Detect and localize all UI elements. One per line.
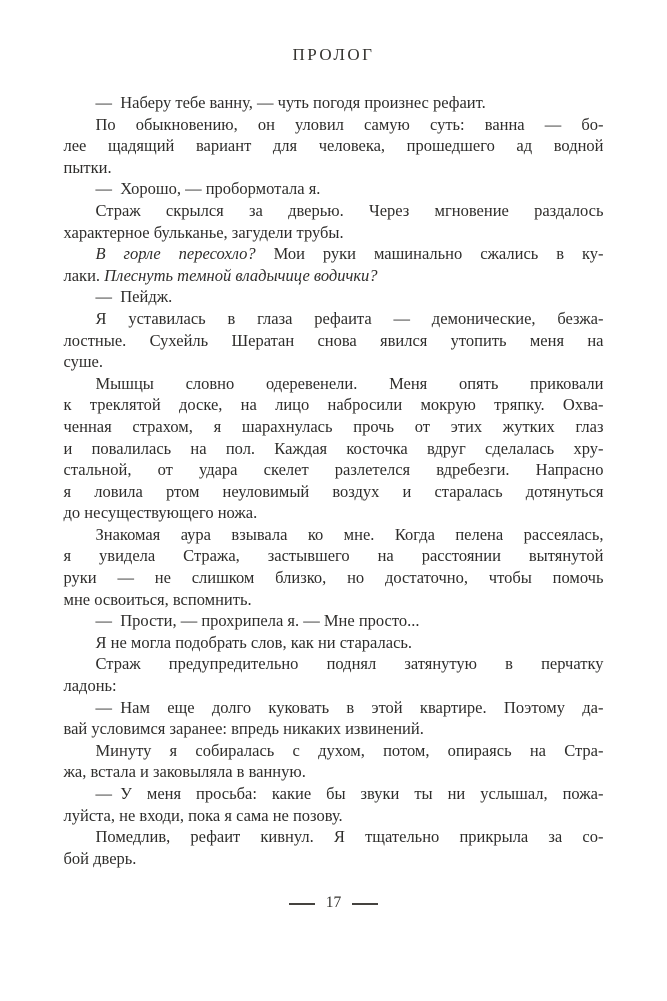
text-line <box>64 524 604 546</box>
page-number: 17 <box>325 894 342 912</box>
text-segment: лаки. <box>63 265 105 285</box>
text-line <box>64 675 604 697</box>
text-line <box>64 718 604 740</box>
text-line <box>64 243 604 265</box>
text-segment: — Пейдж. <box>95 287 173 307</box>
text-line <box>64 783 604 805</box>
text-segment: Я не могла подобрать слов, как ни старалась. <box>95 632 413 652</box>
page-text <box>64 92 604 869</box>
text-line <box>64 438 604 460</box>
text-segment: Минуту я собиралась с духом, потом, опираясь на Стра- <box>95 740 604 760</box>
text-line <box>64 589 604 611</box>
text-line <box>64 114 604 136</box>
text-line <box>64 416 604 438</box>
footer-ornament-left <box>289 903 315 905</box>
text-line <box>64 740 604 762</box>
text-line <box>64 545 604 567</box>
text-segment: Помедлив, рефаит кивнул. Я тщательно прикрыла за со- <box>95 827 604 847</box>
text-line <box>64 178 604 200</box>
text-segment: Страж скрылся за дверью. Через мгновение раздалось <box>95 200 604 220</box>
text-segment: я увидела Стража, застывшего на расстоянии вытянутой <box>63 546 604 566</box>
text-segment: лостные. Сухейль Шератан снова явился утопить меня на <box>63 330 604 350</box>
text-segment: Страж предупредительно поднял затянутую в перчатку <box>95 654 604 674</box>
text-segment: Мои руки машинально сжались в ку- <box>255 244 604 264</box>
text-line <box>64 567 604 589</box>
text-segment: — У меня просьба: какие бы звуки ты ни услышал, пожа- <box>95 784 604 803</box>
text-line <box>64 157 604 179</box>
text-segment: — Хорошо, — пробормотала я. <box>95 179 321 199</box>
text-segment: Мышцы словно одеревенели. Меня опять приковали <box>95 373 604 393</box>
text-segment: Я уставилась в глаза рефаита — демонические, безжа- <box>95 308 604 328</box>
text-segment: и повалилась на пол. Каждая косточка вдруг сделалась хру- <box>63 438 604 458</box>
text-segment: ченная страхом, я шарахнулась прочь от этих жутких глаз <box>63 416 604 436</box>
text-line <box>64 92 604 114</box>
text-line <box>64 135 604 157</box>
text-line <box>64 351 604 373</box>
page-footer <box>64 895 604 913</box>
text-segment: суше. <box>63 352 104 372</box>
text-line <box>64 610 604 632</box>
text-segment: я ловила ртом неуловимый воздух и старалась дотянуться <box>63 481 604 501</box>
text-line <box>64 848 604 870</box>
text-line <box>64 222 604 244</box>
text-segment: лее щадящий вариант для человека, прошедшего ад водной <box>63 136 604 156</box>
italic-text-segment: В горле пересохло? <box>95 244 256 264</box>
text-line <box>64 265 604 287</box>
text-segment: мне освоиться, вспомнить. <box>63 589 252 609</box>
text-line <box>64 459 604 481</box>
text-line <box>64 761 604 783</box>
text-segment: жа, встала и заковыляла в ванную. <box>63 762 306 782</box>
text-segment: ладонь: <box>63 676 117 696</box>
text-segment: бой дверь. <box>63 848 137 868</box>
book-page <box>64 0 604 913</box>
text-segment: — Наберу тебе ванну, — чуть погодя произнес рефаит. <box>95 93 486 112</box>
text-line <box>64 373 604 395</box>
text-line <box>64 394 604 416</box>
text-line <box>64 200 604 222</box>
text-line <box>64 481 604 503</box>
text-segment: Знакомая аура взывала ко мне. Когда пелена рассеялась, <box>95 524 604 544</box>
text-line <box>64 330 604 352</box>
text-segment: — Прости, — прохрипела я. — Мне просто... <box>95 611 420 631</box>
text-line <box>64 653 604 675</box>
text-segment: до несуществующего ножа. <box>63 503 258 523</box>
text-line <box>64 286 604 308</box>
italic-text-segment: Плеснуть темной владычице водички? <box>104 265 378 285</box>
text-segment: пытки. <box>63 157 112 177</box>
text-line <box>64 502 604 524</box>
text-line <box>64 308 604 330</box>
text-segment: луйста, не входи, пока я сама не позову. <box>63 805 343 825</box>
text-line <box>64 697 604 719</box>
text-segment: руки — не слишком близко, но достаточно, чтобы помочь <box>63 568 604 588</box>
text-segment: стальной, от удара скелет разлетелся вдребезги. Напрасно <box>63 460 604 480</box>
text-segment: к треклятой доске, на лицо набросили мокрую тряпку. Охва- <box>63 395 604 415</box>
text-line <box>64 805 604 827</box>
chapter-heading: ПРОЛОГ <box>292 45 375 64</box>
text-segment: — Нам еще долго куковать в этой квартире. Поэтому да- <box>95 697 604 717</box>
footer-ornament-right <box>352 903 378 905</box>
text-segment: вай условимся заранее: впредь никаких извинений. <box>63 719 424 739</box>
text-line <box>64 826 604 848</box>
text-segment: характерное бульканье, загудели трубы. <box>63 222 344 242</box>
text-line <box>64 632 604 654</box>
text-segment: По обыкновению, он уловил самую суть: ванна — бо- <box>95 114 604 134</box>
